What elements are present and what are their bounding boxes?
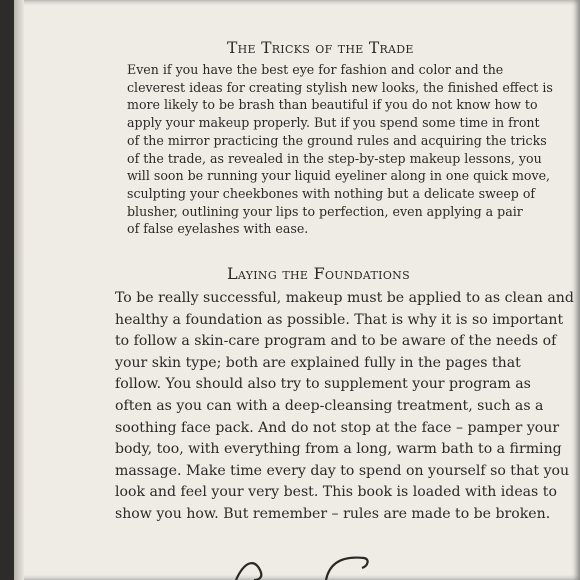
book-page — [14, 0, 580, 580]
section-heading-foundations: Laying the Foundations — [227, 264, 410, 283]
paragraph-line: look and feel your very best. This book is loaded with ideas to — [115, 484, 557, 501]
paragraph-line: to follow a skin-care program and to be aware of the needs of — [115, 333, 557, 350]
section-heading-tricks: The Tricks of the Trade — [227, 39, 414, 57]
paragraph-line: To be really successful, makeup must be applied to as clean and — [115, 290, 574, 306]
decorative-script-flourish — [214, 548, 414, 580]
foundations-paragraph — [115, 288, 574, 526]
paragraph-line: more likely to be brash than beautiful if you do not know how to — [127, 97, 538, 113]
paragraph-line: of the trade, as revealed in the step-by-step makeup lessons, you — [127, 150, 542, 166]
paragraph-line: often as you can with a deep-cleansing treatment, such as a — [115, 397, 544, 414]
paragraph-line: your skin type; both are explained fully in the pages that — [115, 354, 521, 371]
paragraph-line: apply your makeup properly. But if you spend some time in front — [127, 115, 540, 131]
paragraph-line: body, too, with everything from a long, warm bath to a firming — [115, 441, 562, 458]
paragraph-line: blusher, outlining your lips to perfection, even applying a pair — [127, 203, 523, 219]
tricks-paragraph — [127, 61, 553, 238]
paragraph-line: will soon be running your liquid eyeliner along in one quick move, — [127, 168, 551, 184]
paragraph-line: massage. Make time every day to spend on yourself so that you — [115, 462, 570, 479]
paragraph-line: show you how. But remember – rules are made to be broken. — [115, 505, 551, 522]
paragraph-line: soothing face pack. And do not stop at the face – pamper your — [115, 419, 560, 436]
paragraph-line: follow. You should also try to supplement your program as — [115, 376, 531, 393]
paragraph-line: sculpting your cheekbones with nothing but a delicate sweep of — [127, 185, 536, 201]
paragraph-line: Even if you have the best eye for fashion and color and the — [127, 62, 504, 77]
paragraph-line: of the mirror practicing the ground rules and acquiring the tricks — [127, 132, 547, 148]
paragraph-line: healthy a foundation as possible. That is why it is so important — [115, 311, 564, 328]
paragraph-line: of false eyelashes with ease. — [127, 221, 309, 237]
paragraph-line: cleverest ideas for creating stylish new looks, the finished effect is — [127, 79, 553, 95]
